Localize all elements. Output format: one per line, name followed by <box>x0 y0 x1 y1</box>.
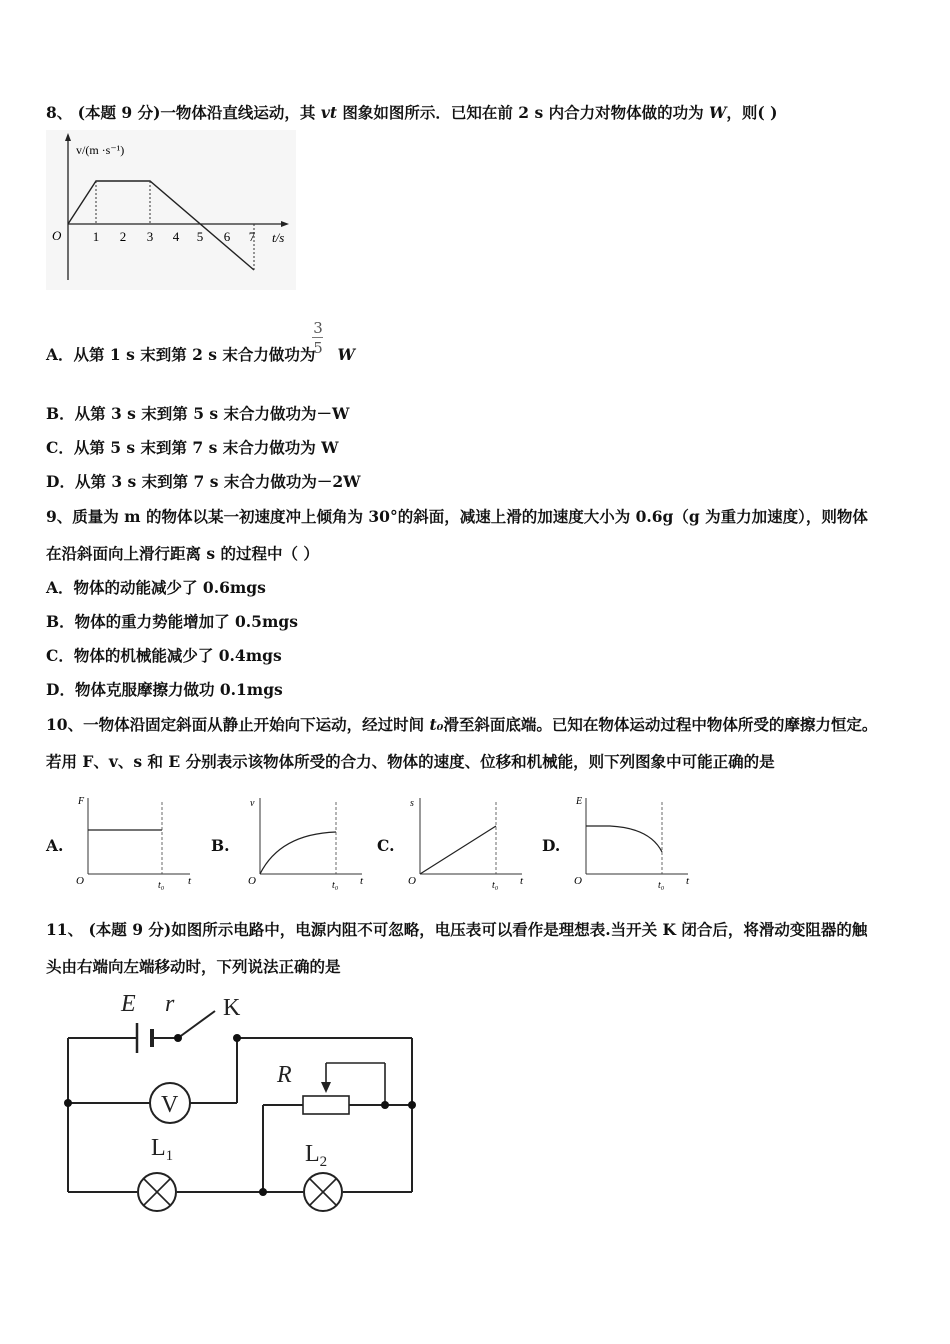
q10-graph-b <box>244 792 374 892</box>
rheostat-body <box>303 1096 349 1114</box>
velocity-curve <box>260 832 336 874</box>
x-axis-label: t <box>188 875 192 887</box>
tick-label: 2 <box>119 229 127 244</box>
y-axis-label: F <box>78 796 85 807</box>
y-axis-label: s <box>410 798 414 809</box>
voltmeter-label: V <box>161 1092 179 1118</box>
switch-label: K <box>223 995 241 1021</box>
rheostat-label: R <box>277 1062 292 1088</box>
origin-label: O <box>52 228 62 243</box>
q8-stem: 8、 (本题 9 分)一物体沿直线运动，其 vt 图象如图所示．已知在前 2 s 内合力对物体做的功为 W，则( ) <box>46 103 778 122</box>
tick-label: 4 <box>172 229 180 244</box>
q10-graph-a <box>72 792 202 892</box>
x-axis-label: t <box>360 875 364 887</box>
q9-stem-line1: 9、质量为 m 的物体以某一初速度冲上倾角为 30°的斜面，减速上滑的加速度大小为 0.6g（g 为重力加速度），则物体 <box>46 507 868 526</box>
x-axis-label: t/s <box>272 230 285 245</box>
junction-dot <box>233 1034 241 1042</box>
q9-option-b: B．物体的重力势能增加了 0.5mgs <box>46 612 298 631</box>
q10-stem-line1: 10、一物体沿固定斜面从静止开始向下运动，经过时间 t₀滑至斜面底端。已知在物体运动过程中物体所受的摩擦力恒定。 <box>46 715 878 734</box>
t0-label: t₀ <box>332 880 339 891</box>
t0-label: t₀ <box>658 880 665 891</box>
origin-label: O <box>248 875 256 887</box>
q9-stem-line2: 在沿斜面向上滑行距离 s 的过程中（ ） <box>46 544 319 563</box>
emf-label: E <box>121 991 136 1017</box>
q10-option-b-letter: B. <box>211 836 230 855</box>
q9-option-d: D．物体克服摩擦力做功 0.1mgs <box>46 680 283 699</box>
tick-label: 3 <box>146 229 154 244</box>
q8-option-d: D．从第 3 s 末到第 7 s 末合力做功为－2W <box>46 472 361 491</box>
q10-graph-d <box>570 792 700 892</box>
q11-stem-line2: 头由右端向左端移动时，下列说法正确的是 <box>46 957 341 976</box>
q10-stem-line2: 若用 F、v、s 和 E 分别表示该物体所受的合力、物体的速度、位移和机械能，则下列图象中可能正确的是 <box>46 752 775 771</box>
q10-option-d-letter: D. <box>542 836 561 855</box>
tick-label: 1 <box>92 229 100 244</box>
origin-label: O <box>574 875 582 887</box>
q9-option-c: C．物体的机械能减少了 0.4mgs <box>46 646 282 665</box>
x-axis-label: t <box>520 875 524 887</box>
q11-circuit-diagram <box>55 985 435 1220</box>
junction-dot <box>174 1034 182 1042</box>
q8-option-b: B．从第 3 s 末到第 5 s 末合力做功为－W <box>46 404 350 423</box>
q11-stem-line1: 11、 (本题 9 分)如图所示电路中，电源内阻不可忽略，电压表可以看作是理想表.当开关 K 闭合后，将滑动变阻器的触 <box>46 920 868 939</box>
q10-graph-c <box>404 792 534 892</box>
x-axis-label: t <box>686 875 690 887</box>
y-axis-label: v/(m ·s⁻¹) <box>76 143 125 157</box>
junction-dot <box>408 1101 416 1109</box>
t0-label: t₀ <box>158 880 165 891</box>
displacement-line <box>420 826 496 874</box>
lamp1-label: $L_1$ <box>151 1135 174 1164</box>
internal-resistance-label: r <box>165 991 175 1017</box>
y-axis-label: E <box>576 796 583 807</box>
slider-arrow <box>321 1082 331 1093</box>
tick-label: 6 <box>223 229 231 244</box>
lamp2-label: $L_2$ <box>305 1141 328 1170</box>
q8-option-a-denominator: 5 <box>313 339 323 357</box>
q10-option-c-letter: C. <box>377 836 395 855</box>
junction-dot <box>64 1099 72 1107</box>
junction-dot <box>259 1188 267 1196</box>
tick-label: 7 <box>248 229 256 244</box>
y-axis-label: v <box>250 798 255 809</box>
tick-label: 5 <box>196 229 204 244</box>
switch-blade <box>178 1011 215 1038</box>
q8-option-c: C．从第 5 s 末到第 7 s 末合力做功为 W <box>46 438 339 457</box>
q10-option-a-letter: A. <box>46 836 64 855</box>
energy-curve <box>586 826 662 852</box>
q9-option-a: A．物体的动能减少了 0.6mgs <box>46 578 266 597</box>
origin-label: O <box>408 875 416 887</box>
fraction-bar <box>312 337 323 338</box>
origin-label: O <box>76 875 84 887</box>
junction-dot <box>381 1101 389 1109</box>
t0-label: t₀ <box>492 880 499 891</box>
q8-option-a-numerator: 3 <box>313 319 323 337</box>
q8-option-a: A．从第 1 s 末到第 2 s 末合力做功为 W <box>46 345 355 364</box>
q8-vt-graph <box>46 130 296 290</box>
